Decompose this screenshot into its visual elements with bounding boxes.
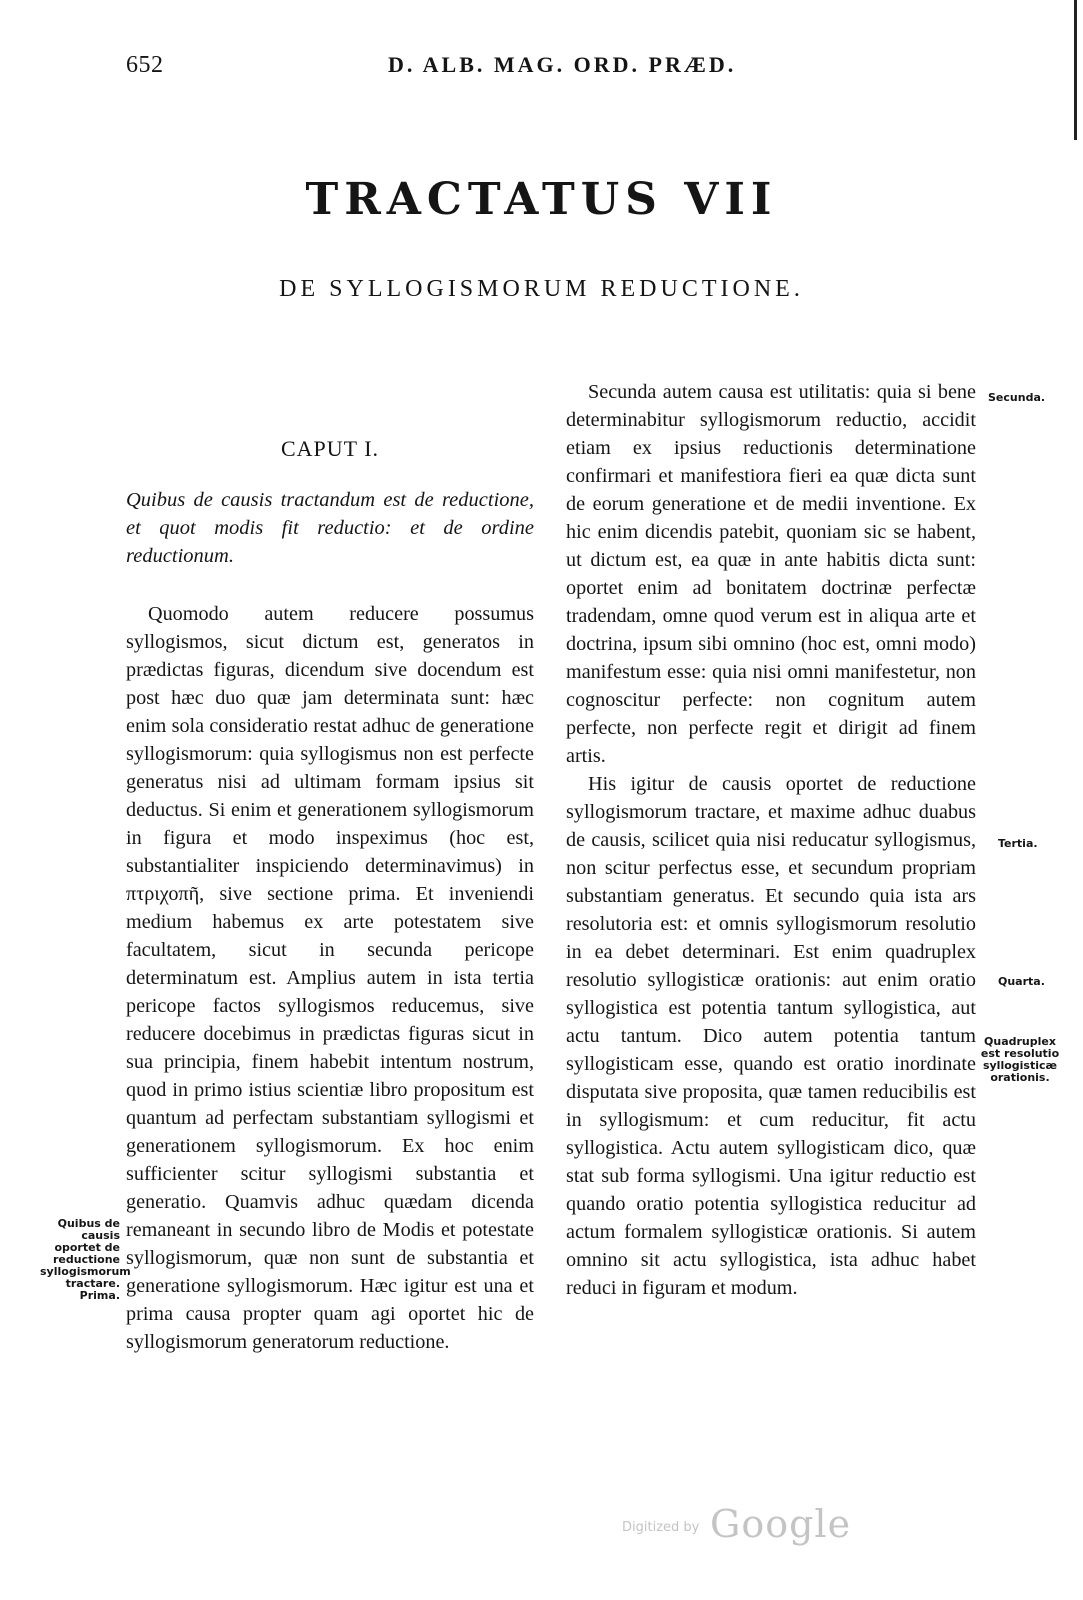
google-logo: Google bbox=[710, 1502, 852, 1546]
page-number: 652 bbox=[126, 52, 164, 78]
treatise-subtitle: DE SYLLOGISMORUM REDUCTIONE. bbox=[279, 276, 804, 302]
margin-note-quibus: Quibus de causis oportet de reductione syllogismorum tractare. Prima. bbox=[40, 1217, 131, 1302]
watermark-prefix: Digitized by bbox=[622, 1520, 700, 1535]
margin-note-tertia: Tertia. bbox=[998, 837, 1038, 850]
chapter-summary: Quibus de causis tractandum est de reductione, et quot modis fit reductio: et de ordine reductionum. bbox=[126, 489, 534, 567]
google-watermark bbox=[622, 1502, 852, 1552]
paragraph: His igitur de causis oportet de reductione syllogismorum tractare, et maxime adhuc duabus de causis, scilicet quia nisi reducatur syllogismus, non scitur perfectus esse, et secundum propriam substantiam generatus. Et secundo quia ista ars resolutoria est: et omnis syllogismorum resolutio in ea debet determinari. Est enim quadruplex resolutio syllogisticæ orationis: aut enim oratio syllogistica est potentia tantum syllogistica, aut actu tantum. Dico autem potentia tantum syllogisticam esse, quando est oratio inordinate disputata sive proposita, quæ tamen reducibilis est in syllogismum: et cum reducitur, fit actu syllogistica. Actu autem syllogisticam dico, quæ stat sub forma syllogismi. Una igitur reductio est quando oratio potentia syllogistica reducitur ad actum formalem syllogisticæ orationis. Si autem omnino sit actu syllogistica, ista adhuc habet reduci in figuram et modum. bbox=[566, 773, 976, 1299]
paragraph: Quomodo autem reducere possumus syllogismos, sicut dictum est, generatos in prædictas figuras, dicendum sive docendum est post hæc duo quæ jam determinata sunt: hæc enim sola consideratio restat adhuc de generatione syllogismorum: quia syllogismus non est perfecte generatus nisi ad ultimam formam ipsius sit deductus. Si enim et generationem syllogismorum in figura et modo inspeximus (hoc est, substantialiter inspiciendo determinavimus) in πτριχοπῆ, sive sectione prima. Et inveniendi medium habemus ex arte potestatem sive facultatem, sicut in secunda pericope determinatum est. Amplius autem in ista tertia pericope factos syllogismos reducemus, sive reducere docebimus in prædictas figuras sicut in sua principia, finem habebit intentum nostrum, quod in primo istius scientiæ libro propositum est quantum ad perfectam substantiam syllogismi et generationem syllogismorum. Ex hoc enim sufficienter scitur syllogismi substantia et generatio. Quamvis adhuc quædam dicenda remaneant in secundo libro de Modis et potestate syllogismorum, quæ non sunt de substantia et generatione syllogismorum. Hæc igitur est una et prima causa propter quam agi oportet hic de syllogismorum generatorum reductione. bbox=[126, 603, 534, 1353]
chapter-heading: CAPUT I. bbox=[280, 436, 380, 461]
treatise-title: TRACTATUS VII bbox=[305, 174, 778, 225]
left-column bbox=[126, 600, 534, 1356]
right-column bbox=[566, 378, 976, 1302]
paragraph: Secunda autem causa est utilitatis: quia si bene determinabitur syllogismorum reductio, accidit etiam ex ipsius reductionis determinatione confirmari et manifestiora fieri ea quæ dicta sunt de eorum generatione et de medii inventione. Ex hic enim dicendis patebit, quoniam sic se habent, ut dictum est, ea quæ in ante habitis dicta sunt: oportet enim ad bonitatem doctrinæ perfectæ tradendam, omne quod verum est in aliqua arte et doctrina, ipsum sibi omnino (hoc est, omni modo) manifestum esse: quia nisi omni manifestetur, non cognoscitur perfecte: non cognitum autem perfecte, non perfecte regit et dirigit ad finem artis. bbox=[566, 381, 976, 767]
margin-note-quarta: Quarta. bbox=[998, 975, 1045, 988]
running-head bbox=[0, 52, 1083, 86]
running-title: D. ALB. MAG. ORD. PRÆD. bbox=[388, 52, 737, 77]
margin-note-secunda: Secunda. bbox=[988, 391, 1046, 404]
margin-note-quadruplex: Quadruplex est resolutio syllogisticæ orationis. bbox=[980, 1035, 1060, 1084]
